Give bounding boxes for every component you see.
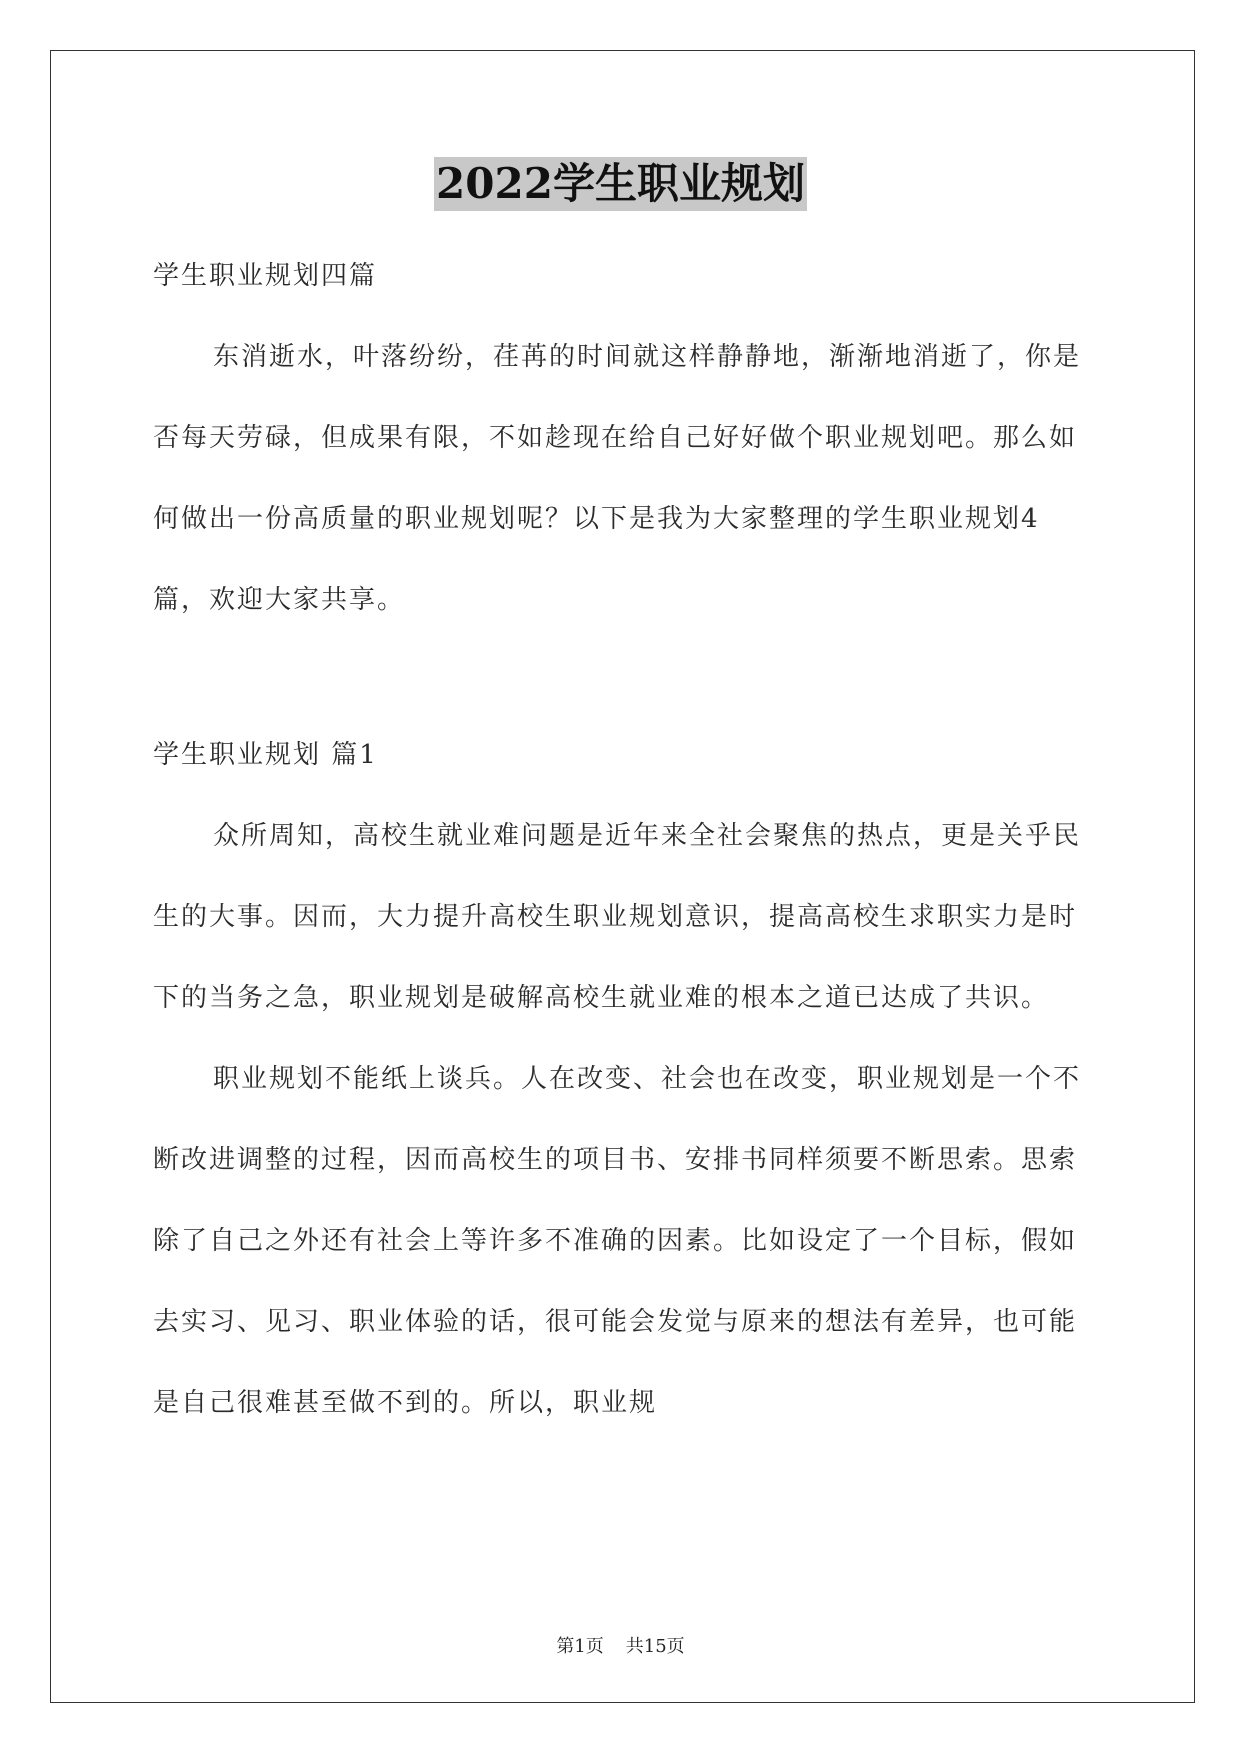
document-body (153, 236, 1093, 1444)
page-total: 共15页 (625, 1636, 685, 1657)
body-paragraph-1: 众所周知，高校生就业难问题是近年来全社会聚焦的热点，更是关乎民生的大事。因而，大力提升高校生职业规划意识，提高高校生求职实力是时下的当务之急，职业规划是破解高校生就业难的根本之道已达成了共识。 (153, 821, 1082, 1013)
page-footer (0, 1632, 1241, 1658)
section-heading: 学生职业规划 篇1 (153, 740, 378, 770)
document-title: 2022学生职业规划 (434, 157, 807, 211)
title-container (0, 157, 1241, 211)
document-subtitle: 学生职业规划四篇 (153, 261, 378, 291)
intro-paragraph: 东消逝水，叶落纷纷，荏苒的时间就这样静静地，渐渐地消逝了，你是否每天劳碌，但成果有限，不如趁现在给自己好好做个职业规划吧。那么如何做出一份高质量的职业规划呢？以下是我为大家整理的学生职业规划4篇，欢迎大家共享。 (153, 342, 1082, 615)
page-number: 第1页 (556, 1636, 604, 1657)
body-paragraph-2: 职业规划不能纸上谈兵。人在改变、社会也在改变，职业规划是一个不断改进调整的过程，因而高校生的项目书、安排书同样须要不断思索。思索除了自己之外还有社会上等许多不准确的因素。比如设定了一个目标，假如去实习、见习、职业体验的话，很可能会发觉与原来的想法有差异，也可能是自己很难甚至做不到的。所以，职业规 (153, 1064, 1082, 1418)
